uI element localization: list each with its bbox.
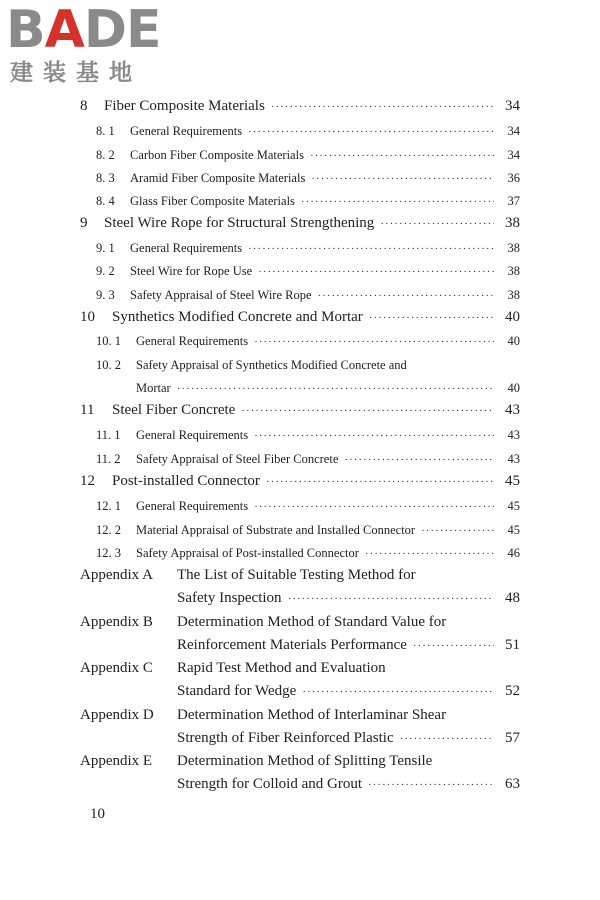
toc-entry-8-4: 8. 4 Glass Fiber Composite Materials ····· 37 xyxy=(96,194,520,209)
toc-entry-10: 10 Synthetics Modified Concrete and Mortar ····· 40 xyxy=(80,309,520,326)
appendix-d-line2: Strength of Fiber Reinforced Plastic ····· 57 xyxy=(177,730,520,747)
toc-entry-10-2-cont: Mortar ····· 40 xyxy=(136,381,520,396)
toc-entry-10-2: 10. 2 Safety Appraisal of Synthetics Modified Concrete and xyxy=(96,358,407,372)
appendix-e-line2: Strength for Colloid and Grout ····· 63 xyxy=(177,776,520,793)
toc-entry-9-3: 9. 3 Safety Appraisal of Steel Wire Rope ····· 38 xyxy=(96,288,520,303)
toc-entry-12-2: 12. 2 Material Appraisal of Substrate and Installed Connector ····· 45 xyxy=(96,523,520,538)
appendix-e-line1: Appendix E Determination Method of Splitting Tensile xyxy=(80,753,433,769)
toc-entry-12-1: 12. 1 General Requirements ····· 45 xyxy=(96,499,520,514)
toc-entry-8-1: 8. 1 General Requirements ····· 34 xyxy=(96,124,520,139)
toc-entry-8-2: 8. 2 Carbon Fiber Composite Materials ····· 34 xyxy=(96,148,520,163)
toc-entry-8: 8 Fiber Composite Materials ····· 34 xyxy=(80,98,520,115)
logo xyxy=(6,0,161,87)
toc-entry-11: 11 Steel Fiber Concrete ····· 43 xyxy=(80,402,520,419)
toc-entry-9-1: 9. 1 General Requirements ····· 38 xyxy=(96,241,520,256)
logo-subtitle: 建装基地 xyxy=(10,60,142,86)
toc-entry-8-3: 8. 3 Aramid Fiber Composite Materials ····· 36 xyxy=(96,171,520,186)
toc-entry-12-3: 12. 3 Safety Appraisal of Post-installed Connector ····· 46 xyxy=(96,546,520,561)
page-number: 10 xyxy=(90,806,105,822)
logo-wordmark: BADE xyxy=(6,0,161,60)
toc-entry-9-2: 9. 2 Steel Wire for Rope Use ····· 38 xyxy=(96,264,520,279)
appendix-b-line2: Reinforcement Materials Performance ····· 51 xyxy=(177,637,520,654)
toc-entry-11-2: 11. 2 Safety Appraisal of Steel Fiber Concrete ····· 43 xyxy=(96,452,520,467)
toc-entry-12: 12 Post-installed Connector ····· 45 xyxy=(80,473,520,490)
appendix-a-line1: Appendix A The List of Suitable Testing Method for xyxy=(80,567,416,583)
appendix-c-line1: Appendix C Rapid Test Method and Evaluation xyxy=(80,660,386,676)
appendix-a-line2: Safety Inspection ····· 48 xyxy=(177,590,520,607)
toc-entry-9: 9 Steel Wire Rope for Structural Strengthening ····· 38 xyxy=(80,215,520,232)
toc-entry-11-1: 11. 1 General Requirements ····· 43 xyxy=(96,428,520,443)
toc-entry-10-1: 10. 1 General Requirements ····· 40 xyxy=(96,334,520,349)
appendix-d-line1: Appendix D Determination Method of Interlaminar Shear xyxy=(80,707,447,723)
appendix-b-line1: Appendix B Determination Method of Standard Value for xyxy=(80,614,447,630)
appendix-c-line2: Standard for Wedge ····· 52 xyxy=(177,683,520,700)
